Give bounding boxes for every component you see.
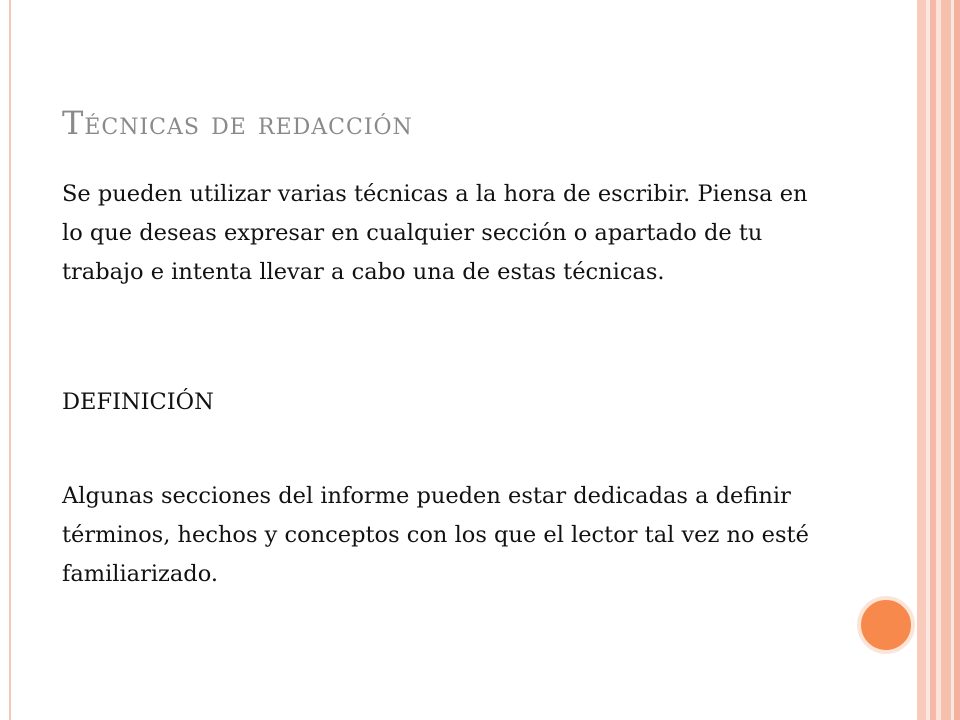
right-decorative-stripe (917, 0, 926, 720)
orange-circle-decoration (857, 596, 915, 654)
definition-heading: DEFINICIÓN (62, 389, 214, 415)
right-decorative-stripe (954, 0, 960, 720)
right-decorative-stripe (941, 0, 951, 720)
intro-paragraph: Se pueden utilizar varias técnicas a la hora de escribir. Piensa en lo que deseas expresar en cualquier sección o apartado de tu trabajo e intenta llevar a cabo una de estas técnicas. (62, 181, 808, 285)
definition-paragraph: Algunas secciones del informe pueden estar dedicadas a definir términos, hechos y conceptos con los que el lector tal vez no esté familiarizado. (62, 483, 809, 587)
slide-title: Técnicas de redacción (62, 104, 413, 142)
left-border-line (9, 0, 11, 720)
